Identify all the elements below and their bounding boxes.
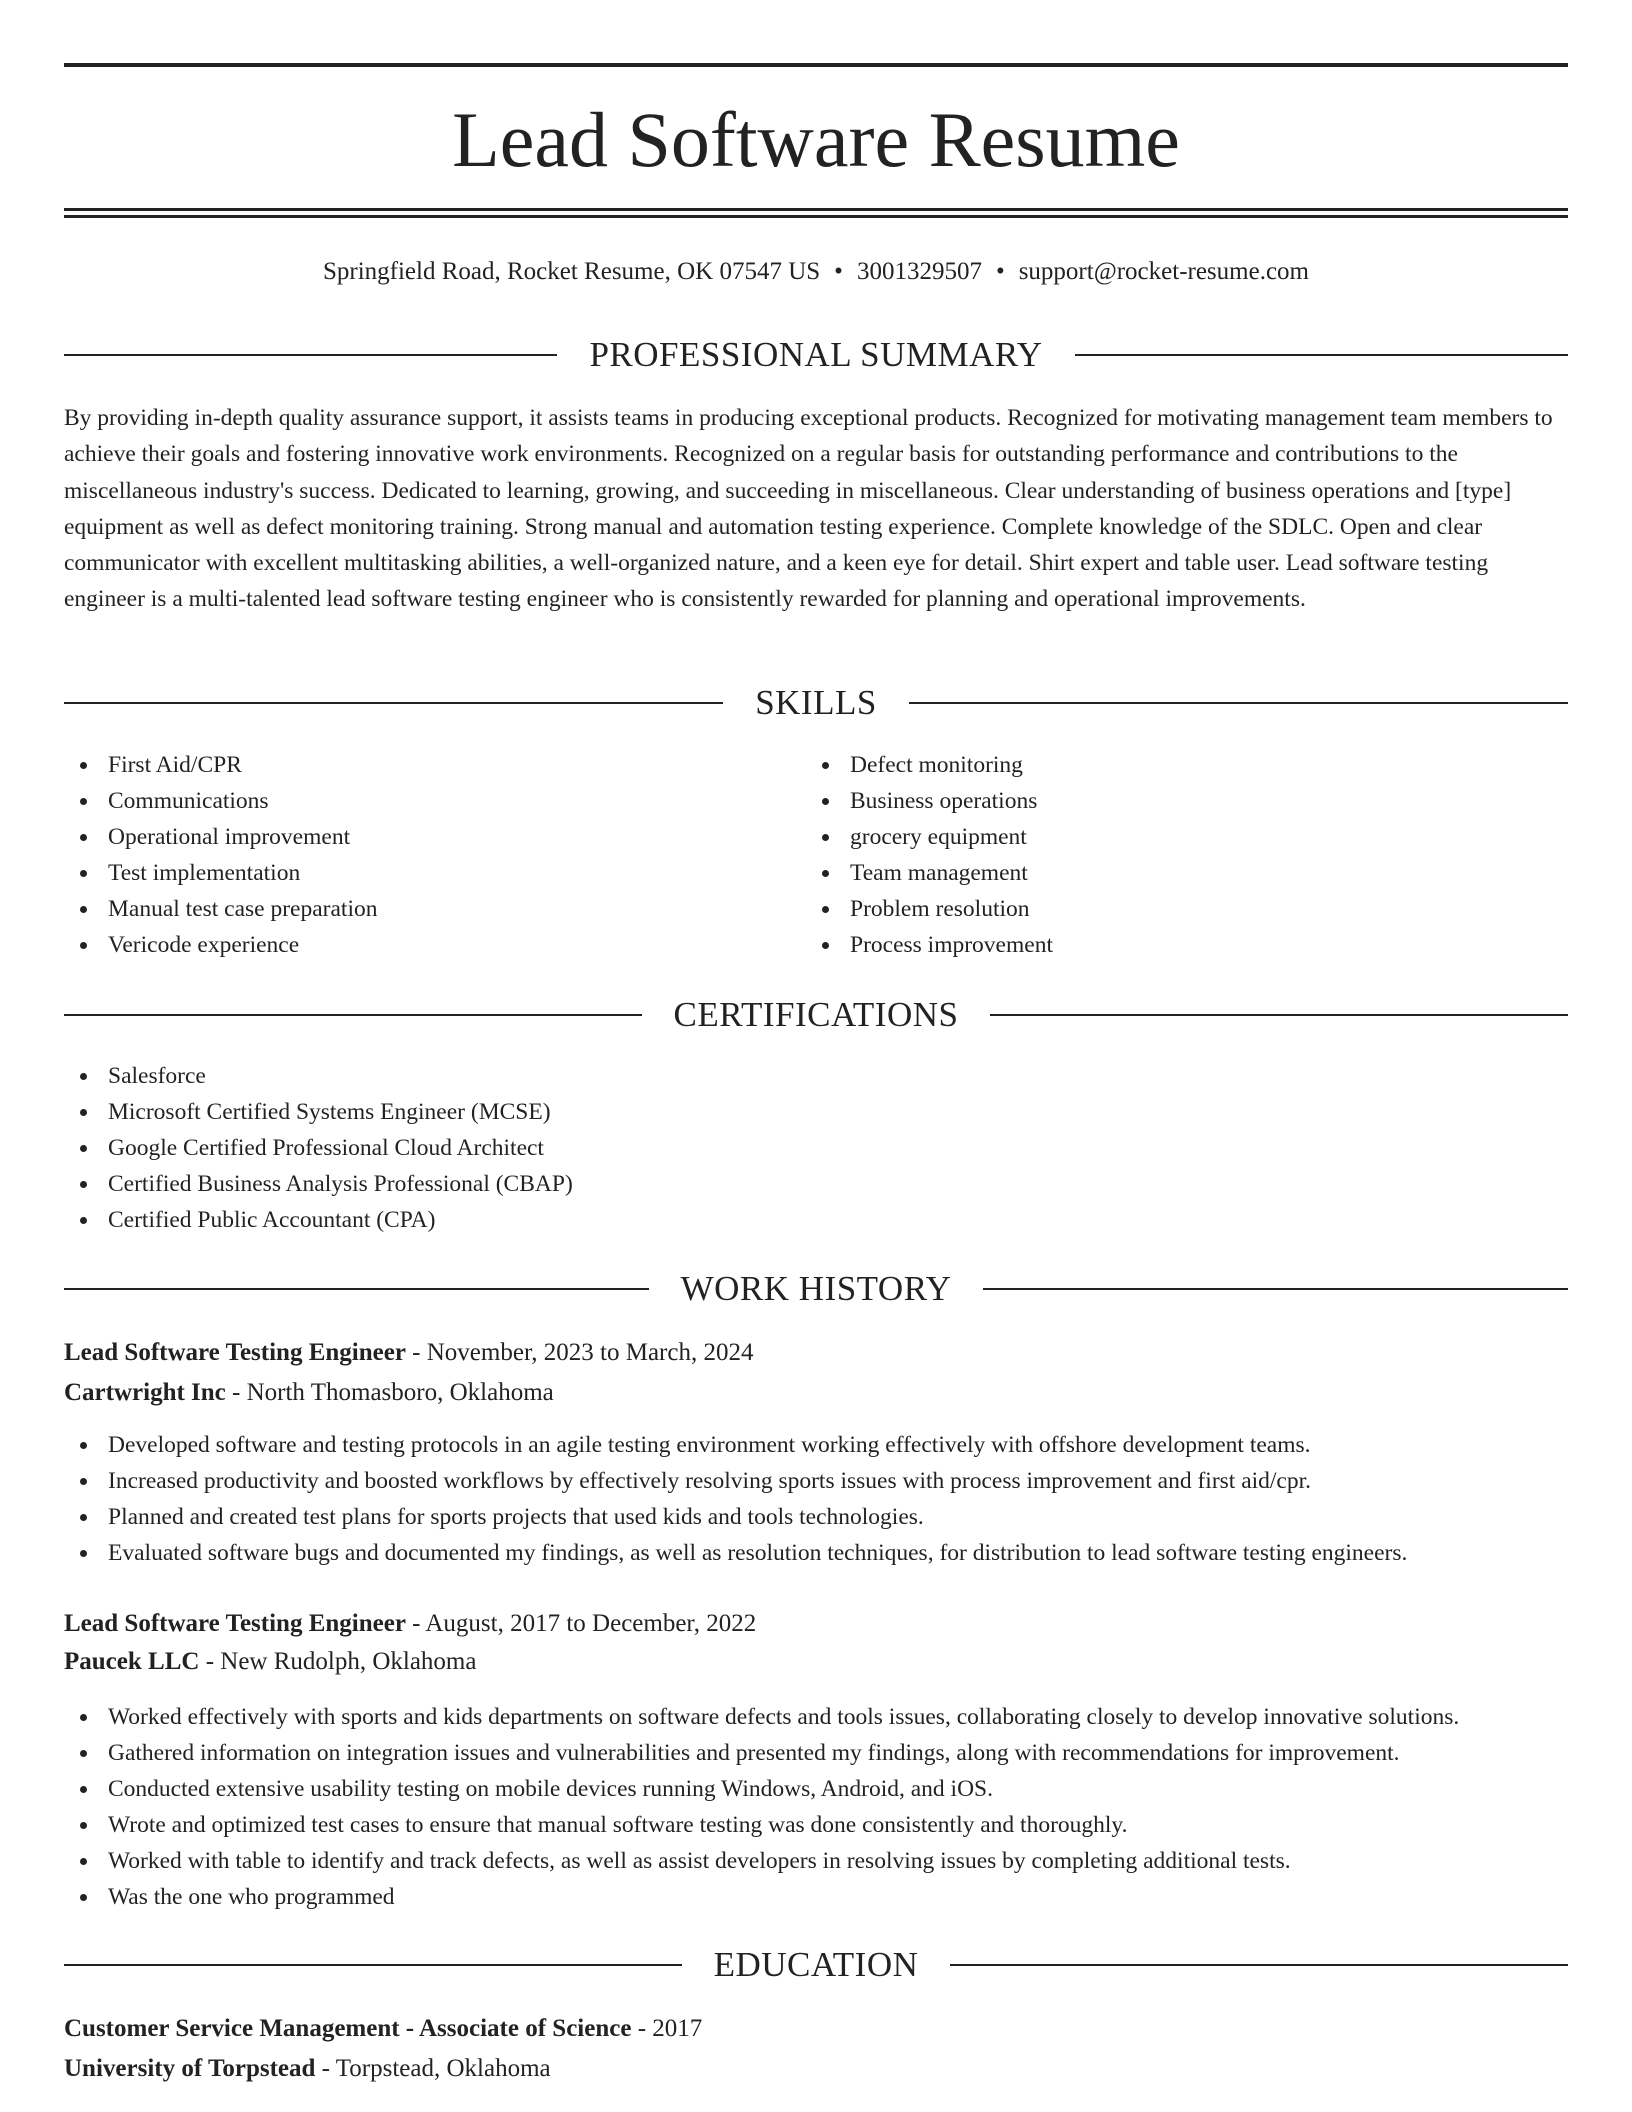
skill-item: Problem resolution [806,891,1053,927]
bullet-separator: • [834,258,843,285]
school-name: University of Torpstead [64,2055,316,2082]
job-bullet: Conducted extensive usability testing on mobile devices running Windows, Android, and iOS. [64,1771,1459,1807]
section-rule [64,1964,682,1966]
job-bullet: Developed software and testing protocols in an agile testing environment working effectively with offshore development teams. [64,1427,1407,1463]
section-rule [64,354,557,356]
section-header-skills [64,683,1568,723]
skill-item: grocery equipment [806,819,1053,855]
company-name: Cartwright Inc [64,1379,226,1406]
job-bullet: Worked with table to identify and track defects, as well as assist developers in resolving issues by completing additional tests. [64,1843,1459,1879]
skill-item: Test implementation [64,855,377,891]
company-location: - New Rudolph, Oklahoma [199,1648,477,1675]
section-title: CERTIFICATIONS [673,995,959,1034]
section-title: WORK HISTORY [680,1269,952,1308]
job-bullet: Worked effectively with sports and kids departments on software defects and tools issues, collaborating closely to develop innovative solutions. [64,1699,1459,1735]
section-title: SKILLS [755,683,877,722]
certifications-list [64,1058,573,1238]
certification-item: Salesforce [64,1058,573,1094]
certification-item: Google Certified Professional Cloud Architect [64,1130,573,1166]
company-location: - North Thomasboro, Oklahoma [225,1379,554,1406]
section-header-certifications [64,995,1568,1035]
section-rule [64,702,723,704]
skills-list-right [806,747,1053,963]
contact-line [64,255,1568,289]
job-dates: - August, 2017 to December, 2022 [405,1610,757,1637]
job-bullet: Evaluated software bugs and documented my findings, as well as resolution techniques, for distribution to lead software testing engineers. [64,1535,1407,1571]
certification-item: Certified Public Accountant (CPA) [64,1202,573,1238]
skill-item: Vericode experience [64,927,377,963]
job-title-line [64,1607,756,1641]
job-title-line [64,1336,753,1370]
skill-item: First Aid/CPR [64,747,377,783]
education-degree-line [64,2012,702,2046]
skill-item: Manual test case preparation [64,891,377,927]
job-bullet: Planned and created test plans for sports projects that used kids and tools technologies. [64,1499,1407,1535]
skill-item: Process improvement [806,927,1053,963]
section-rule [990,1014,1568,1016]
skill-item: Communications [64,783,377,819]
certification-item: Microsoft Certified Systems Engineer (MCSE) [64,1094,573,1130]
job-bullet: Gathered information on integration issues and vulnerabilities and presented my findings, along with recommendations for improvement. [64,1735,1459,1771]
section-rule [983,1288,1568,1290]
summary-paragraph: By providing in-depth quality assurance support, it assists teams in producing exceptional products. Recognized for motivating management team members to achieve their goals and fostering innovative work environments. Recognized on a regular basis for outstanding performance and contributions to the miscellaneous industry's success. Dedicated to learning, growing, and succeeding in miscellaneous. Clear understanding of business operations and [type] equipment as well as defect monitoring training. Strong manual and automation testing experience. Complete knowledge of the SDLC. Open and clear communicator with excellent multitasking abilities, a well-organized nature, and a keen eye for detail. Shirt expert and table user. Lead software testing engineer is a multi-talented lead software testing engineer who is consistently rewarded for planning and operational improvements. [64,405,1553,613]
section-title: EDUCATION [713,1945,919,1984]
skills-list-left [64,747,377,963]
degree: Customer Service Management - Associate of Science [64,2015,632,2042]
resume-title: Lead Software Resume [452,96,1180,183]
job-dates: - November, 2023 to March, 2024 [405,1339,754,1366]
job-bullet: Was the one who programmed [64,1879,1459,1915]
section-header-education [64,1945,1568,1985]
bullet-separator: • [995,258,1005,285]
section-header-work-history [64,1269,1568,1309]
job-company-line [64,1645,476,1679]
company-name: Paucek LLC [64,1648,200,1675]
job-company-line [64,1376,554,1410]
graduation-year: - 2017 [631,2015,703,2042]
title-double-rule [64,208,1568,218]
section-header-summary [64,335,1568,375]
school-location: - Torpstead, Oklahoma [315,2055,551,2082]
job-bullet: Increased productivity and boosted workflows by effectively resolving sports issues with process improvement and first aid/cpr. [64,1463,1407,1499]
skill-item: Defect monitoring [806,747,1053,783]
section-rule [64,1288,649,1290]
section-rule [909,702,1568,704]
education-school-line [64,2052,551,2086]
job-title: Lead Software Testing Engineer [64,1610,406,1637]
section-rule [950,1964,1568,1966]
job-bullets [64,1427,1407,1571]
phone: 3001329507 [856,258,982,285]
job-bullet: Wrote and optimized test cases to ensure that manual software testing was done consistently and thoroughly. [64,1807,1459,1843]
section-rule [1075,354,1568,356]
skill-item: Operational improvement [64,819,377,855]
email-link[interactable]: support@rocket-resume.com [1018,258,1309,285]
skill-item: Business operations [806,783,1053,819]
top-rule [64,63,1568,67]
job-bullets [64,1699,1459,1915]
skill-item: Team management [806,855,1053,891]
address: Springfield Road, Rocket Resume, OK 07547 US [322,258,821,285]
job-title: Lead Software Testing Engineer [64,1339,406,1366]
section-rule [64,1014,642,1016]
certification-item: Certified Business Analysis Professional (CBAP) [64,1166,573,1202]
section-title: PROFESSIONAL SUMMARY [589,335,1043,374]
